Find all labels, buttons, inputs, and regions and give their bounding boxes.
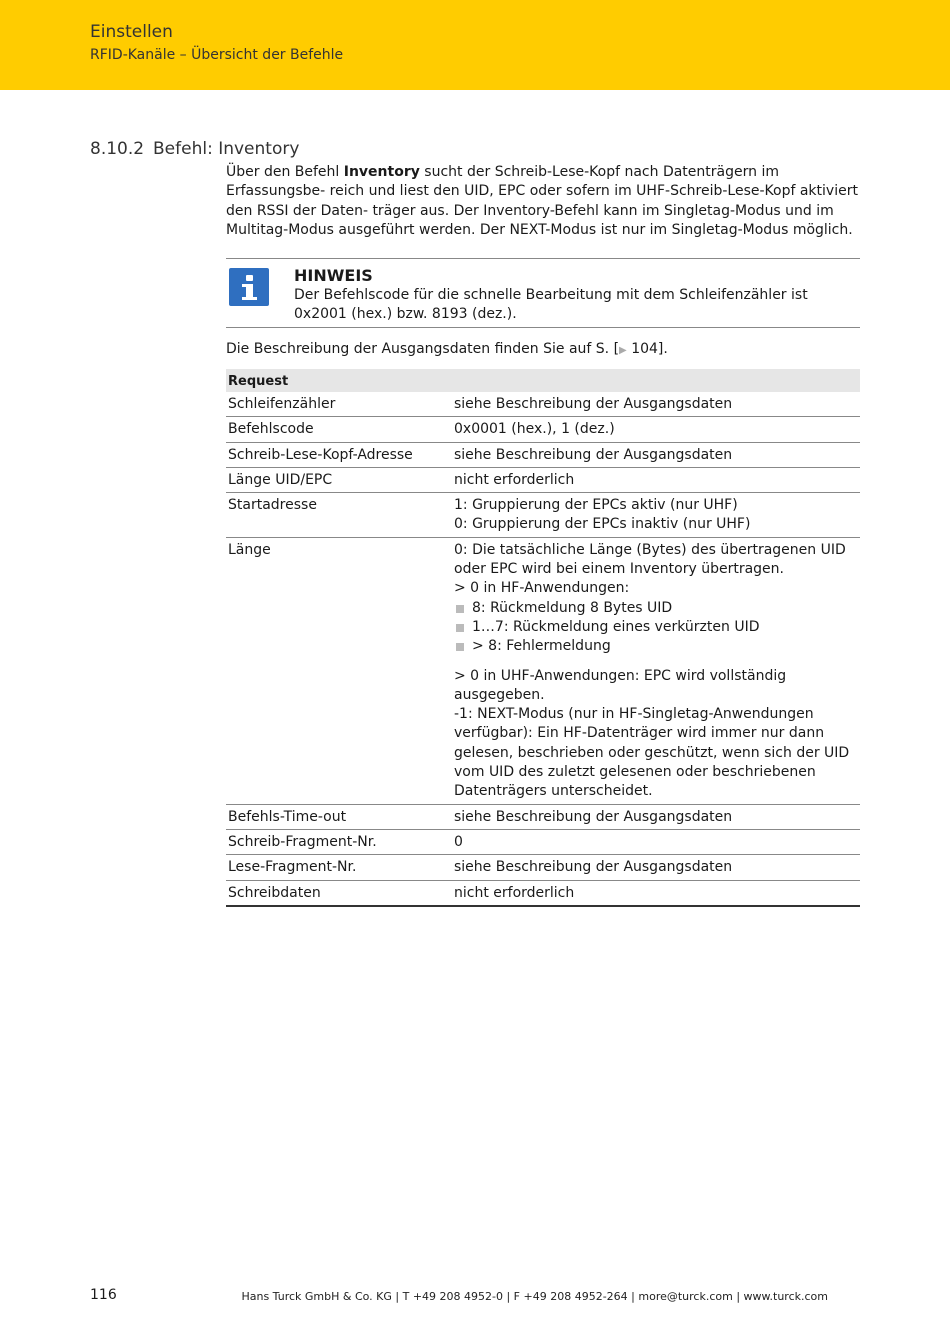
row-value: siehe Beschreibung der Ausgangsdaten xyxy=(452,442,860,467)
row-value: nicht erforderlich xyxy=(452,880,860,906)
row-key: Befehls-Time-out xyxy=(226,804,452,829)
table-row xyxy=(226,880,860,906)
row-value: nicht erforderlich xyxy=(452,467,860,492)
bullet-item: 8: Rückmeldung 8 Bytes UID xyxy=(454,599,858,618)
row-key: Schleifenzähler xyxy=(226,392,452,417)
section-heading xyxy=(90,139,299,159)
footer-company: Hans Turck GmbH & Co. KG | T +49 208 4952-0 | F +49 208 4952-264 | more@turck.com | www.turck.com xyxy=(241,1290,828,1303)
row-value xyxy=(452,537,860,804)
value-uhf: > 0 in UHF-Anwendungen: EPC wird vollständig ausgegeben. xyxy=(454,667,787,703)
value-next: -1: NEXT-Modus (nur in HF-Singletag-Anwendungen verfügbar): Ein HF-Datenträger wird immer nur dann gelesen, beschrieben oder geschützt, wenn sich der UID vom UID des zuletzt gelesenen oder beschriebenen Datenträgers unterscheidet. xyxy=(454,706,850,800)
table-row xyxy=(226,467,860,492)
chapter-subtitle: RFID-Kanäle – Übersicht der Befehle xyxy=(90,47,344,63)
reference-text: Die Beschreibung der Ausgangsdaten finden Sie auf S. [ xyxy=(226,341,620,357)
triangle-right-icon[interactable]: ▶ xyxy=(619,345,627,356)
table-row xyxy=(226,829,860,854)
page-header xyxy=(0,0,950,90)
table-row xyxy=(226,417,860,442)
row-key: Lese-Fragment-Nr. xyxy=(226,855,452,880)
table-row xyxy=(226,442,860,467)
row-key: Befehlscode xyxy=(226,417,452,442)
row-value xyxy=(452,493,860,538)
row-value: 0x0001 (hex.), 1 (dez.) xyxy=(452,417,860,442)
bullet-item: > 8: Fehlermeldung xyxy=(454,637,858,656)
note-box xyxy=(226,258,860,328)
intro-post: sucht der Schreib-Lese-Kopf nach Datenträgern im Erfassungsbe- reich und liest den UID, EPC oder sofern im UHF-Schreib-Lese-Kopf aktiviert den RSSI der Daten- träger aus. Der Inventory-Befehl kann im Singletag-Modus und im Multitag-Modus ausgeführt werden. Der NEXT-Modus ist nur im Singletag-Modus möglich. xyxy=(226,164,858,238)
intro-pre: Über den Befehl xyxy=(226,164,344,180)
row-value: siehe Beschreibung der Ausgangsdaten xyxy=(452,392,860,417)
table-row xyxy=(226,493,860,538)
page-number: 116 xyxy=(90,1287,117,1303)
table-header-row xyxy=(226,369,860,392)
row-key: Länge xyxy=(226,537,452,804)
row-value: siehe Beschreibung der Ausgangsdaten xyxy=(452,855,860,880)
table-header: Request xyxy=(226,369,860,392)
table-row xyxy=(226,855,860,880)
note-text: Der Befehlscode für die schnelle Bearbeitung mit dem Schleifenzähler ist 0x2001 (hex.) bzw. 8193 (dez.). xyxy=(294,287,808,322)
row-value: 0 xyxy=(452,829,860,854)
note-title: HINWEIS xyxy=(294,266,373,285)
value-intro: 0: Die tatsächliche Länge (Bytes) des übertragenen UID oder EPC wird bei einem Inventory übertragen. xyxy=(454,541,846,578)
request-table xyxy=(226,369,860,907)
table-row xyxy=(226,537,860,804)
section-title: Befehl: Inventory xyxy=(153,139,300,159)
reference-line xyxy=(226,341,668,357)
chapter-title: Einstellen xyxy=(90,22,173,42)
row-key: Schreib-Lese-Kopf-Adresse xyxy=(226,442,452,467)
table-row xyxy=(226,392,860,417)
row-key: Schreib-Fragment-Nr. xyxy=(226,829,452,854)
row-key: Startadresse xyxy=(226,493,452,538)
row-value: siehe Beschreibung der Ausgangsdaten xyxy=(452,804,860,829)
row-key: Länge UID/EPC xyxy=(226,467,452,492)
info-icon xyxy=(229,268,269,306)
reference-page[interactable]: 104]. xyxy=(626,341,668,357)
intro-paragraph xyxy=(226,163,860,240)
value-line: 0: Gruppierung der EPCs inaktiv (nur UHF) xyxy=(454,516,751,533)
table-row xyxy=(226,804,860,829)
value-line: 1: Gruppierung der EPCs aktiv (nur UHF) xyxy=(454,497,738,514)
section-number: 8.10.2 xyxy=(90,139,145,159)
value-hf: > 0 in HF-Anwendungen: xyxy=(454,580,630,597)
intro-bold: Inventory xyxy=(343,164,420,180)
row-key: Schreibdaten xyxy=(226,880,452,906)
bullet-item: 1…7: Rückmeldung eines verkürzten UID xyxy=(454,618,858,637)
